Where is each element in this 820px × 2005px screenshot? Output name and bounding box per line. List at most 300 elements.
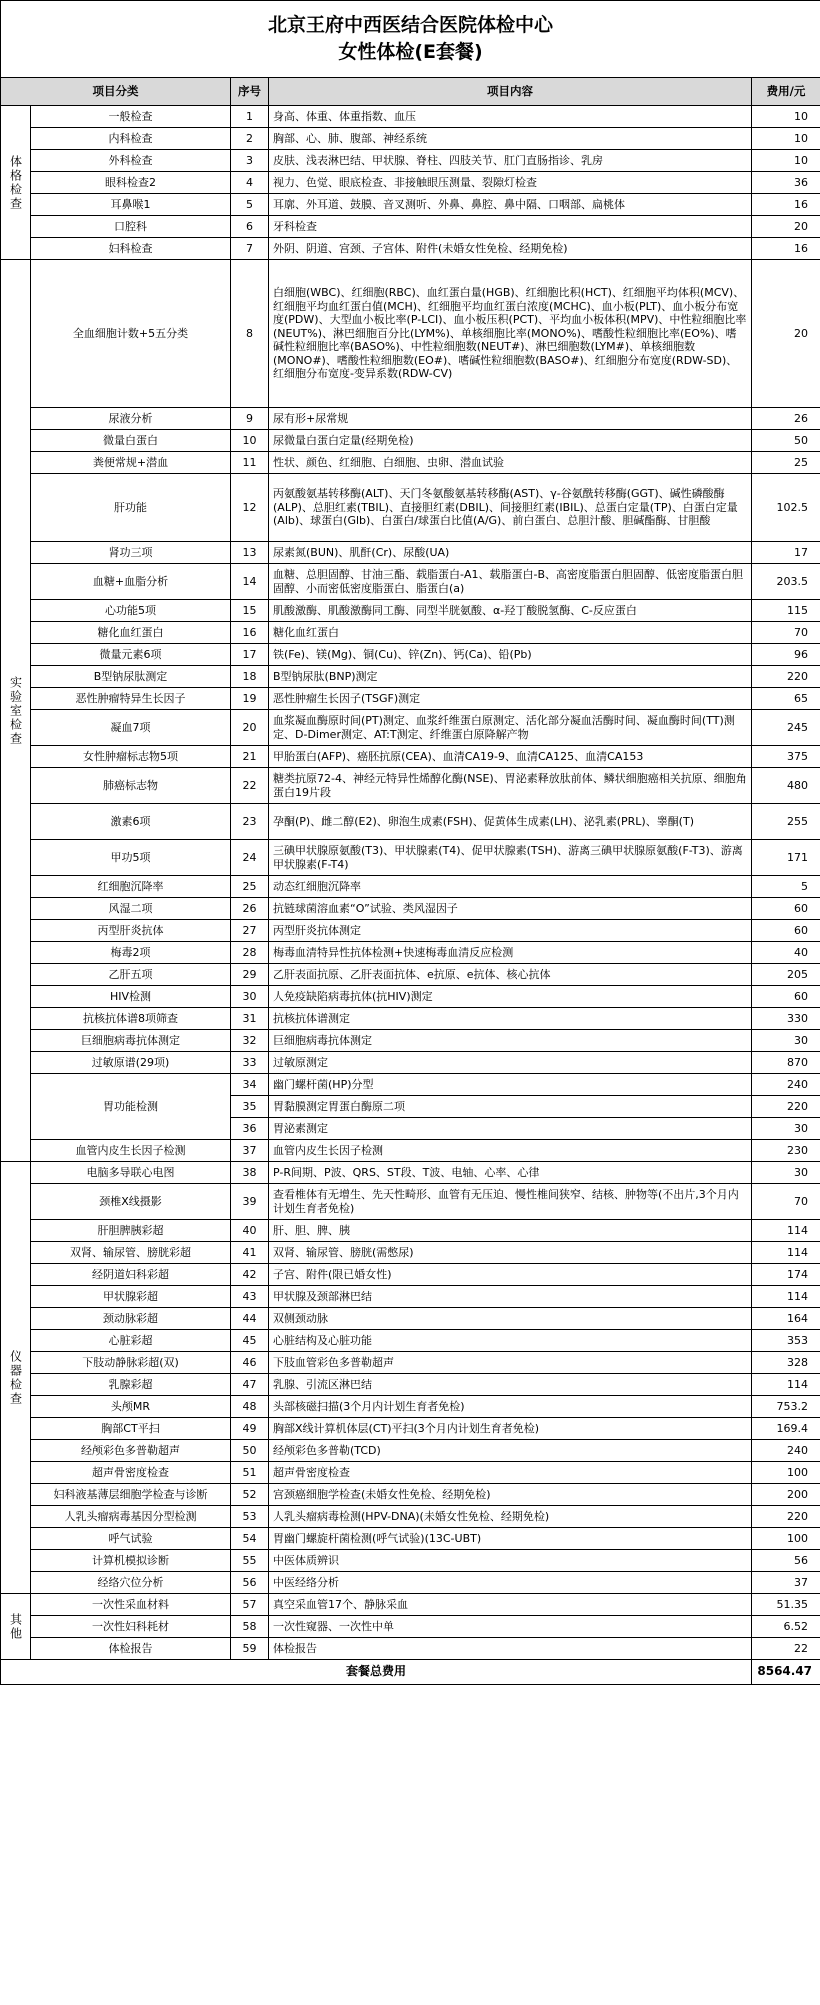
- category-cell: 血管内皮生长因子检测: [31, 1140, 231, 1162]
- category-cell: 口腔科: [31, 216, 231, 238]
- item-content-cell: 双肾、输尿管、膀胱(需憋尿): [269, 1242, 752, 1264]
- item-fee-cell: 56: [752, 1550, 820, 1572]
- item-fee-cell: 100: [752, 1528, 820, 1550]
- item-number-cell: 18: [231, 666, 269, 688]
- item-fee-cell: 20: [752, 216, 820, 238]
- item-number-cell: 6: [231, 216, 269, 238]
- category-cell: 经阴道妇科彩超: [31, 1264, 231, 1286]
- item-content-cell: 人乳头瘤病毒检测(HPV-DNA)(未婚女性免检、经期免检): [269, 1506, 752, 1528]
- item-fee-cell: 102.5: [752, 474, 820, 542]
- title-line-1: 北京王府中西医结合医院体检中心: [268, 14, 554, 36]
- total-value: 8564.47: [752, 1660, 820, 1685]
- category-cell: 抗核抗体谱8项筛查: [31, 1008, 231, 1030]
- item-fee-cell: 10: [752, 106, 820, 128]
- category-cell: 计算机模拟诊断: [31, 1550, 231, 1572]
- item-fee-cell: 26: [752, 408, 820, 430]
- item-content-cell: B型钠尿肽(BNP)测定: [269, 666, 752, 688]
- category-cell: 乙肝五项: [31, 964, 231, 986]
- item-number-cell: 49: [231, 1418, 269, 1440]
- table-row: [1, 942, 820, 964]
- item-number-cell: 2: [231, 128, 269, 150]
- header-no: 序号: [231, 78, 269, 106]
- item-fee-cell: 17: [752, 542, 820, 564]
- item-content-cell: 双侧颈动脉: [269, 1308, 752, 1330]
- group-label: [1, 1162, 31, 1594]
- table-row: [1, 898, 820, 920]
- item-number-cell: 31: [231, 1008, 269, 1030]
- category-cell: 甲功5项: [31, 840, 231, 876]
- item-fee-cell: 16: [752, 194, 820, 216]
- item-content-cell: 皮肤、浅表淋巴结、甲状腺、脊柱、四肢关节、肛门直肠指诊、乳房: [269, 150, 752, 172]
- category-cell: 呼气试验: [31, 1528, 231, 1550]
- category-cell: 糖化血红蛋白: [31, 622, 231, 644]
- table-row: [1, 644, 820, 666]
- item-content-cell: 铁(Fe)、镁(Mg)、铜(Cu)、锌(Zn)、钙(Ca)、铅(Pb): [269, 644, 752, 666]
- item-number-cell: 26: [231, 898, 269, 920]
- category-cell: 心脏彩超: [31, 1330, 231, 1352]
- table-row: [1, 986, 820, 1008]
- table-row: [1, 1140, 820, 1162]
- category-cell: 下肢动静脉彩超(双): [31, 1352, 231, 1374]
- item-content-cell: 查看椎体有无增生、先天性畸形、血管有无压迫、慢性椎间狭窄、结核、肿物等(不出片,3个月内计划生育者免检): [269, 1184, 752, 1220]
- item-content-cell: 子宫、附件(限已婚女性): [269, 1264, 752, 1286]
- item-fee-cell: 753.2: [752, 1396, 820, 1418]
- category-cell: 妇科检查: [31, 238, 231, 260]
- item-content-cell: 尿有形+尿常规: [269, 408, 752, 430]
- item-number-cell: 37: [231, 1140, 269, 1162]
- item-fee-cell: 230: [752, 1140, 820, 1162]
- table-row: [1, 474, 820, 542]
- item-content-cell: 中医体质辨识: [269, 1550, 752, 1572]
- table-row: [1, 1374, 820, 1396]
- item-fee-cell: 330: [752, 1008, 820, 1030]
- table-row: [1, 1418, 820, 1440]
- table-row: [1, 564, 820, 600]
- item-fee-cell: 65: [752, 688, 820, 710]
- item-fee-cell: 114: [752, 1242, 820, 1264]
- item-number-cell: 46: [231, 1352, 269, 1374]
- table-row: [1, 452, 820, 474]
- category-cell: 眼科检查2: [31, 172, 231, 194]
- table-row: [1, 920, 820, 942]
- table-row: [1, 1184, 820, 1220]
- item-number-cell: 54: [231, 1528, 269, 1550]
- category-cell: 颈椎X线摄影: [31, 1184, 231, 1220]
- item-number-cell: 27: [231, 920, 269, 942]
- item-content-cell: 丙型肝炎抗体测定: [269, 920, 752, 942]
- table-row: [1, 688, 820, 710]
- table-row: [1, 1396, 820, 1418]
- item-fee-cell: 10: [752, 128, 820, 150]
- item-fee-cell: 40: [752, 942, 820, 964]
- item-number-cell: 22: [231, 768, 269, 804]
- item-fee-cell: 480: [752, 768, 820, 804]
- category-cell: 风湿二项: [31, 898, 231, 920]
- table-row: [1, 1308, 820, 1330]
- table-row: [1, 1572, 820, 1594]
- item-fee-cell: 169.4: [752, 1418, 820, 1440]
- category-cell: 凝血7项: [31, 710, 231, 746]
- table-row: [1, 746, 820, 768]
- item-content-cell: 胸部、心、肺、腹部、神经系统: [269, 128, 752, 150]
- item-content-cell: 牙科检查: [269, 216, 752, 238]
- item-fee-cell: 240: [752, 1440, 820, 1462]
- item-fee-cell: 245: [752, 710, 820, 746]
- category-cell: 肺癌标志物: [31, 768, 231, 804]
- item-content-cell: 白细胞(WBC)、红细胞(RBC)、血红蛋白量(HGB)、红细胞比积(HCT)、红细胞平均体积(MCV)、红细胞平均血红蛋白值(MCH)、红细胞平均血红蛋白浓度(MCHC)、血小板(PLT)、血小板分布宽度(PDW)、大型血小板比率(P-LCI)、血小板压积(PCT)、平均血小板体积(MPV)、中性粒细胞比率(NEUT%)、淋巴细胞百分比(LYM%)、单核细胞比率(MONO%)、嗜酸性粒细胞比率(EO%)、嗜碱性粒细胞比率(BASO%)、中性粒细胞数(NEUT#)、淋巴细胞数(LYM#)、单核细胞数(MONO#)、嗜酸性粒细胞数(EO#)、嗜碱性粒细胞数(BASO#)、红细胞分布宽度(RDW-SD)、红细胞分布宽度-变异系数(RDW-CV): [269, 260, 752, 408]
- table-row: [1, 768, 820, 804]
- category-cell: 体检报告: [31, 1638, 231, 1660]
- table-row: [1, 194, 820, 216]
- table-row: [1, 238, 820, 260]
- table-row: [1, 622, 820, 644]
- table-row: [1, 216, 820, 238]
- table-row: [1, 1074, 820, 1096]
- category-cell: 内科检查: [31, 128, 231, 150]
- item-fee-cell: 25: [752, 452, 820, 474]
- item-content-cell: 孕酮(P)、雌二醇(E2)、卵泡生成素(FSH)、促黄体生成素(LH)、泌乳素(PRL)、睾酮(T): [269, 804, 752, 840]
- item-content-cell: 恶性肿瘤生长因子(TSGF)测定: [269, 688, 752, 710]
- item-fee-cell: 51.35: [752, 1594, 820, 1616]
- table-row: [1, 106, 820, 128]
- item-content-cell: 抗链球菌溶血素“O”试验、类风湿因子: [269, 898, 752, 920]
- item-content-cell: 糖类抗原72-4、神经元特异性烯醇化酶(NSE)、胃泌素释放肽前体、鳞状细胞癌相关抗原、细胞角蛋白19片段: [269, 768, 752, 804]
- item-content-cell: 心脏结构及心脏功能: [269, 1330, 752, 1352]
- category-cell: 心功能5项: [31, 600, 231, 622]
- table-row: [1, 542, 820, 564]
- header-category: 项目分类: [1, 78, 231, 106]
- item-content-cell: 尿素氮(BUN)、肌酐(Cr)、尿酸(UA): [269, 542, 752, 564]
- category-cell: 过敏原谱(29项): [31, 1052, 231, 1074]
- category-cell: 肝胆脾胰彩超: [31, 1220, 231, 1242]
- item-content-cell: 尿微量白蛋白定量(经期免检): [269, 430, 752, 452]
- item-content-cell: 中医经络分析: [269, 1572, 752, 1594]
- item-content-cell: 丙氨酸氨基转移酶(ALT)、天门冬氨酸氨基转移酶(AST)、γ-谷氨酰转移酶(GGT)、碱性磷酸酶(ALP)、总胆红素(TBIL)、直接胆红素(DBIL)、间接胆红素(IBIL)、总蛋白定量(TP)、白蛋白定量(Alb)、球蛋白(Glb)、白蛋白/球蛋白比值(A/G)、前白蛋白、总胆汁酸、胆碱酯酶、甘胆酸: [269, 474, 752, 542]
- table-row: [1, 128, 820, 150]
- table-row: [1, 600, 820, 622]
- item-fee-cell: 30: [752, 1118, 820, 1140]
- category-cell: B型钠尿肽测定: [31, 666, 231, 688]
- item-fee-cell: 100: [752, 1462, 820, 1484]
- item-number-cell: 5: [231, 194, 269, 216]
- table-row: [1, 804, 820, 840]
- category-cell: 甲状腺彩超: [31, 1286, 231, 1308]
- category-cell: 胃功能检测: [31, 1074, 231, 1140]
- item-number-cell: 29: [231, 964, 269, 986]
- group-label: [1, 260, 31, 1162]
- title-line-2: 女性体检(E套餐): [338, 41, 483, 63]
- item-number-cell: 15: [231, 600, 269, 622]
- item-content-cell: 下肢血管彩色多普勒超声: [269, 1352, 752, 1374]
- table-row: [1, 1286, 820, 1308]
- item-content-cell: 乳腺、引流区淋巴结: [269, 1374, 752, 1396]
- item-fee-cell: 115: [752, 600, 820, 622]
- item-fee-cell: 36: [752, 172, 820, 194]
- item-number-cell: 30: [231, 986, 269, 1008]
- group-label-text: 其他: [8, 1612, 23, 1641]
- category-cell: 微量元素6项: [31, 644, 231, 666]
- item-fee-cell: 96: [752, 644, 820, 666]
- item-fee-cell: 10: [752, 150, 820, 172]
- item-number-cell: 19: [231, 688, 269, 710]
- item-content-cell: 三碘甲状腺原氨酸(T3)、甲状腺素(T4)、促甲状腺素(TSH)、游离三碘甲状腺原氨酸(F-T3)、游离甲状腺素(F-T4): [269, 840, 752, 876]
- item-number-cell: 21: [231, 746, 269, 768]
- category-cell: 肾功三项: [31, 542, 231, 564]
- header-fee: 费用/元: [752, 78, 820, 106]
- item-content-cell: 肝、胆、脾、胰: [269, 1220, 752, 1242]
- item-number-cell: 1: [231, 106, 269, 128]
- table-row: [1, 710, 820, 746]
- item-content-cell: 甲胎蛋白(AFP)、癌胚抗原(CEA)、血清CA19-9、血清CA125、血清CA153: [269, 746, 752, 768]
- item-number-cell: 17: [231, 644, 269, 666]
- item-fee-cell: 60: [752, 898, 820, 920]
- table-row: [1, 840, 820, 876]
- category-cell: 巨细胞病毒抗体测定: [31, 1030, 231, 1052]
- item-fee-cell: 205: [752, 964, 820, 986]
- item-content-cell: 外阴、阴道、宫颈、子宫体、附件(未婚女性免检、经期免检): [269, 238, 752, 260]
- category-cell: 颈动脉彩超: [31, 1308, 231, 1330]
- item-number-cell: 3: [231, 150, 269, 172]
- table-row: [1, 1052, 820, 1074]
- group-label-text: 实验室检查: [8, 675, 23, 746]
- item-number-cell: 44: [231, 1308, 269, 1330]
- table-row: [1, 150, 820, 172]
- item-fee-cell: 114: [752, 1220, 820, 1242]
- item-number-cell: 47: [231, 1374, 269, 1396]
- item-fee-cell: 328: [752, 1352, 820, 1374]
- category-cell: 血糖+血脂分析: [31, 564, 231, 600]
- item-number-cell: 32: [231, 1030, 269, 1052]
- item-number-cell: 7: [231, 238, 269, 260]
- item-content-cell: 血浆凝血酶原时间(PT)测定、血浆纤维蛋白原测定、活化部分凝血活酶时间、凝血酶时间(TT)测定、D-Dimer测定、AT:T测定、纤维蛋白原降解产物: [269, 710, 752, 746]
- category-cell: 肝功能: [31, 474, 231, 542]
- item-fee-cell: 164: [752, 1308, 820, 1330]
- table-row: [1, 1594, 820, 1616]
- item-fee-cell: 255: [752, 804, 820, 840]
- item-number-cell: 59: [231, 1638, 269, 1660]
- table-row: [1, 1638, 820, 1660]
- item-number-cell: 14: [231, 564, 269, 600]
- item-fee-cell: 16: [752, 238, 820, 260]
- item-content-cell: 动态红细胞沉降率: [269, 876, 752, 898]
- item-number-cell: 39: [231, 1184, 269, 1220]
- header-content: 项目内容: [269, 78, 752, 106]
- item-number-cell: 53: [231, 1506, 269, 1528]
- item-fee-cell: 50: [752, 430, 820, 452]
- item-number-cell: 34: [231, 1074, 269, 1096]
- category-cell: 胸部CT平扫: [31, 1418, 231, 1440]
- item-number-cell: 4: [231, 172, 269, 194]
- item-fee-cell: 114: [752, 1286, 820, 1308]
- item-fee-cell: 171: [752, 840, 820, 876]
- item-fee-cell: 870: [752, 1052, 820, 1074]
- item-number-cell: 57: [231, 1594, 269, 1616]
- item-number-cell: 20: [231, 710, 269, 746]
- item-fee-cell: 220: [752, 1506, 820, 1528]
- item-content-cell: 巨细胞病毒抗体测定: [269, 1030, 752, 1052]
- item-content-cell: 宫颈癌细胞学检查(未婚女性免检、经期免检): [269, 1484, 752, 1506]
- item-fee-cell: 60: [752, 920, 820, 942]
- item-fee-cell: 174: [752, 1264, 820, 1286]
- category-cell: 一次性采血材料: [31, 1594, 231, 1616]
- item-number-cell: 35: [231, 1096, 269, 1118]
- category-cell: 红细胞沉降率: [31, 876, 231, 898]
- category-cell: 一般检查: [31, 106, 231, 128]
- item-content-cell: 肌酸激酶、肌酸激酶同工酶、同型半胱氨酸、α-羟丁酸脱氢酶、C-反应蛋白: [269, 600, 752, 622]
- table-row: [1, 1484, 820, 1506]
- item-number-cell: 9: [231, 408, 269, 430]
- header-row: [1, 78, 820, 106]
- table-row: [1, 430, 820, 452]
- item-content-cell: 经颅彩色多普勒(TCD): [269, 1440, 752, 1462]
- item-number-cell: 55: [231, 1550, 269, 1572]
- table-row: [1, 1352, 820, 1374]
- item-number-cell: 52: [231, 1484, 269, 1506]
- item-fee-cell: 200: [752, 1484, 820, 1506]
- category-cell: 外科检查: [31, 150, 231, 172]
- table-row: [1, 964, 820, 986]
- group-label: [1, 106, 31, 260]
- item-content-cell: 抗核抗体谱测定: [269, 1008, 752, 1030]
- table-row: [1, 1462, 820, 1484]
- table-row: [1, 1550, 820, 1572]
- category-cell: 激素6项: [31, 804, 231, 840]
- group-label: [1, 1594, 31, 1660]
- category-cell: 乳腺彩超: [31, 1374, 231, 1396]
- table-row: [1, 172, 820, 194]
- category-cell: 丙型肝炎抗体: [31, 920, 231, 942]
- category-cell: 双肾、输尿管、膀胱彩超: [31, 1242, 231, 1264]
- item-fee-cell: 30: [752, 1162, 820, 1184]
- item-fee-cell: 114: [752, 1374, 820, 1396]
- table-row: [1, 1506, 820, 1528]
- item-fee-cell: 6.52: [752, 1616, 820, 1638]
- table-row: [1, 1220, 820, 1242]
- item-number-cell: 11: [231, 452, 269, 474]
- item-number-cell: 13: [231, 542, 269, 564]
- category-cell: 女性肿瘤标志物5项: [31, 746, 231, 768]
- item-number-cell: 51: [231, 1462, 269, 1484]
- item-number-cell: 38: [231, 1162, 269, 1184]
- table-row: [1, 1242, 820, 1264]
- table-row: [1, 876, 820, 898]
- item-number-cell: 8: [231, 260, 269, 408]
- item-number-cell: 36: [231, 1118, 269, 1140]
- item-content-cell: 梅毒血清特异性抗体检测+快速梅毒血清反应检测: [269, 942, 752, 964]
- category-cell: 头颅MR: [31, 1396, 231, 1418]
- category-cell: 一次性妇科耗材: [31, 1616, 231, 1638]
- table-row: [1, 1616, 820, 1638]
- item-number-cell: 42: [231, 1264, 269, 1286]
- item-content-cell: P-R间期、P波、QRS、ST段、T波、电轴、心率、心律: [269, 1162, 752, 1184]
- item-content-cell: 一次性窥器、一次性中单: [269, 1616, 752, 1638]
- item-fee-cell: 220: [752, 1096, 820, 1118]
- item-fee-cell: 70: [752, 622, 820, 644]
- table-row: [1, 1008, 820, 1030]
- category-cell: 恶性肿瘤特异生长因子: [31, 688, 231, 710]
- group-label-text: 仪器检查: [8, 1349, 23, 1406]
- item-number-cell: 41: [231, 1242, 269, 1264]
- table-row: [1, 1528, 820, 1550]
- item-content-cell: 超声骨密度检查: [269, 1462, 752, 1484]
- item-fee-cell: 22: [752, 1638, 820, 1660]
- item-fee-cell: 353: [752, 1330, 820, 1352]
- item-number-cell: 25: [231, 876, 269, 898]
- table-row: [1, 1030, 820, 1052]
- category-cell: HIV检测: [31, 986, 231, 1008]
- item-content-cell: 人免疫缺陷病毒抗体(抗HIV)测定: [269, 986, 752, 1008]
- category-cell: 梅毒2项: [31, 942, 231, 964]
- item-content-cell: 头部核磁扫描(3个月内计划生育者免检): [269, 1396, 752, 1418]
- item-fee-cell: 203.5: [752, 564, 820, 600]
- item-number-cell: 56: [231, 1572, 269, 1594]
- category-cell: 电脑多导联心电图: [31, 1162, 231, 1184]
- total-label: 套餐总费用: [1, 1660, 752, 1685]
- item-number-cell: 33: [231, 1052, 269, 1074]
- table-row: [1, 1330, 820, 1352]
- item-fee-cell: 37: [752, 1572, 820, 1594]
- table-row: [1, 1264, 820, 1286]
- item-content-cell: 体检报告: [269, 1638, 752, 1660]
- category-cell: 经颅彩色多普勒超声: [31, 1440, 231, 1462]
- item-number-cell: 24: [231, 840, 269, 876]
- category-cell: 微量白蛋白: [31, 430, 231, 452]
- item-content-cell: 甲状腺及颈部淋巴结: [269, 1286, 752, 1308]
- item-fee-cell: 60: [752, 986, 820, 1008]
- item-content-cell: 胃黏膜测定胃蛋白酶原二项: [269, 1096, 752, 1118]
- category-cell: 耳鼻喉1: [31, 194, 231, 216]
- item-number-cell: 40: [231, 1220, 269, 1242]
- item-number-cell: 48: [231, 1396, 269, 1418]
- item-number-cell: 58: [231, 1616, 269, 1638]
- item-number-cell: 16: [231, 622, 269, 644]
- item-fee-cell: 220: [752, 666, 820, 688]
- category-cell: 妇科液基薄层细胞学检查与诊断: [31, 1484, 231, 1506]
- category-cell: 全血细胞计数+5五分类: [31, 260, 231, 408]
- category-cell: 尿液分析: [31, 408, 231, 430]
- item-fee-cell: 30: [752, 1030, 820, 1052]
- item-number-cell: 28: [231, 942, 269, 964]
- item-fee-cell: 375: [752, 746, 820, 768]
- sheet-title: [1, 1, 820, 78]
- item-content-cell: 视力、色觉、眼底检查、非接触眼压测量、裂隙灯检查: [269, 172, 752, 194]
- table-row: [1, 666, 820, 688]
- item-content-cell: 胃泌素测定: [269, 1118, 752, 1140]
- item-content-cell: 血管内皮生长因子检测: [269, 1140, 752, 1162]
- item-content-cell: 身高、体重、体重指数、血压: [269, 106, 752, 128]
- item-number-cell: 50: [231, 1440, 269, 1462]
- table-row: [1, 260, 820, 408]
- table-row: [1, 408, 820, 430]
- item-content-cell: 幽门螺杆菌(HP)分型: [269, 1074, 752, 1096]
- category-cell: 人乳头瘤病毒基因分型检测: [31, 1506, 231, 1528]
- item-number-cell: 45: [231, 1330, 269, 1352]
- item-number-cell: 23: [231, 804, 269, 840]
- table-row: [1, 1162, 820, 1184]
- item-content-cell: 乙肝表面抗原、乙肝表面抗体、e抗原、e抗体、核心抗体: [269, 964, 752, 986]
- item-content-cell: 过敏原测定: [269, 1052, 752, 1074]
- item-content-cell: 耳廓、外耳道、鼓膜、音叉测听、外鼻、鼻腔、鼻中隔、口咽部、扁桃体: [269, 194, 752, 216]
- item-number-cell: 12: [231, 474, 269, 542]
- item-fee-cell: 20: [752, 260, 820, 408]
- item-number-cell: 10: [231, 430, 269, 452]
- item-fee-cell: 5: [752, 876, 820, 898]
- item-number-cell: 43: [231, 1286, 269, 1308]
- category-cell: 超声骨密度检查: [31, 1462, 231, 1484]
- item-fee-cell: 240: [752, 1074, 820, 1096]
- item-content-cell: 糖化血红蛋白: [269, 622, 752, 644]
- table-row: [1, 1440, 820, 1462]
